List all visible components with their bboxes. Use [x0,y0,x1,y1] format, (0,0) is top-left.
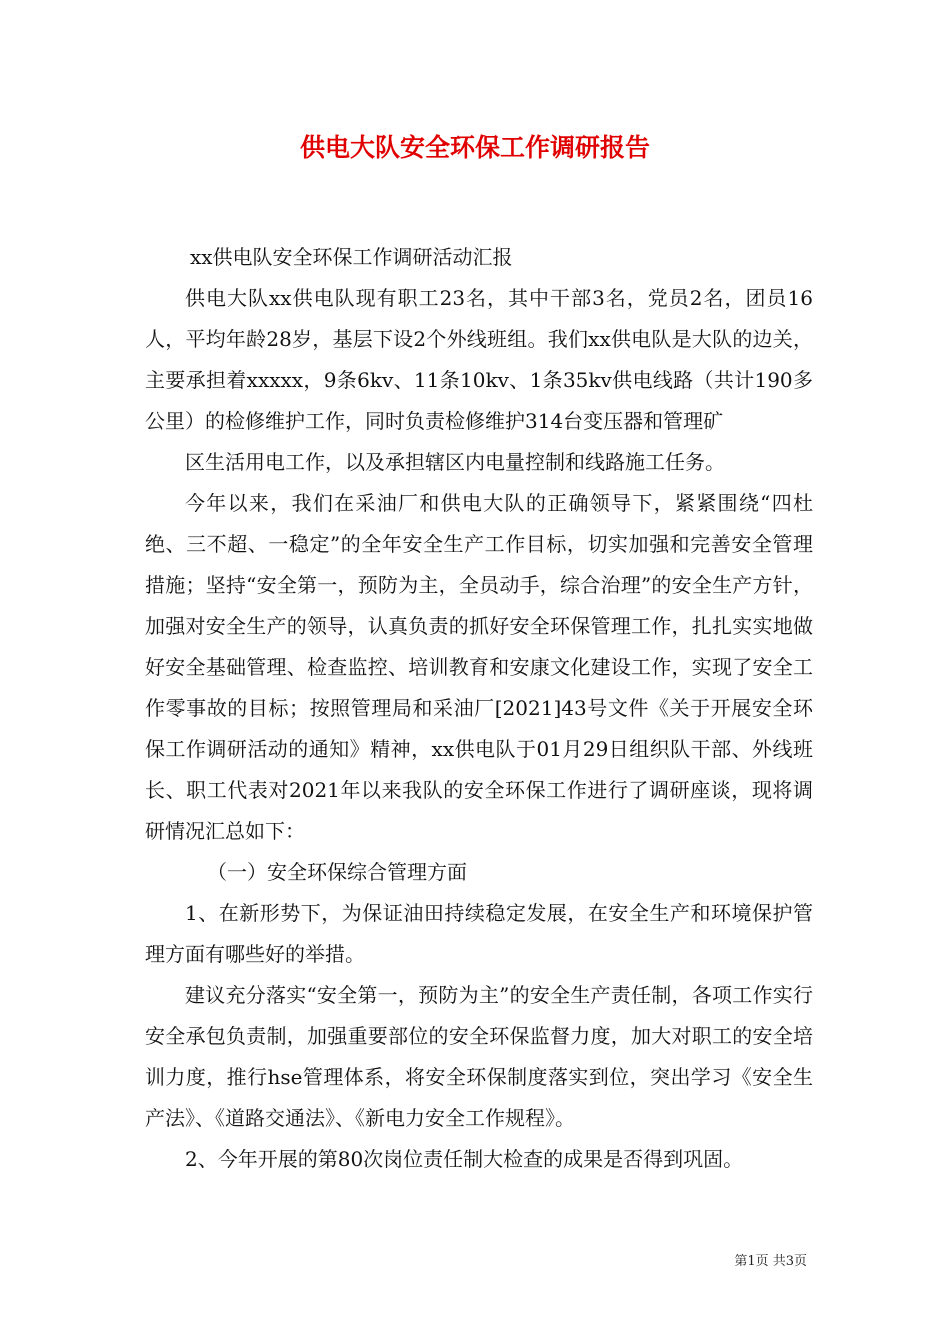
report-subtitle: xx供电队安全环保工作调研活动汇报 [190,245,513,269]
page-number: 第1页 共3页 [734,1254,807,1269]
item-question-2: 2、今年开展的第80次岗位责任制大检查的成果是否得到巩固。 [185,1147,744,1171]
paragraph-2: 区生活用电工作，以及承担辖区内电量控制和线路施工任务。 [185,450,725,474]
item-answer-1: 建议充分落实“安全第一，预防为主”的安全生产责任制，各项工作实行安全承包负责制，加强重要部位的安全环保监督力度，加大对职工的安全培训力度，推行hse管理体系，将安全环保制度落实到位，突出学习《安全生产法》、《道路交通法》、《新电力安全工作规程》。 [145,983,813,1130]
paragraph-3: 今年以来，我们在采油厂和供电大队的正确领导下，紧紧围绕“四杜绝、三不超、一稳定”的全年安全生产工作目标，切实加强和完善安全管理措施；坚持“安全第一，预防为主，全员动手，综合治理”的安全生产方针，加强对安全生产的领导，认真负责的抓好安全环保管理工作，扎扎实实地做好安全基础管理、检查监控、培训教育和安康文化建设工作，实现了安全工作零事故的目标；按照管理局和采油厂[2021]43号文件《关于开展安全环保工作调研活动的通知》精神，xx供电队于01月29日组织队干部、外线班长、职工代表对2021年以来我队的安全环保工作进行了调研座谈，现将调研情况汇总如下： [145,491,813,843]
document-title: 供电大队安全环保工作调研报告 [299,133,650,162]
document-body [145,237,813,1180]
section-heading: （一）安全环保综合管理方面 [207,860,467,884]
paragraph-1: 供电大队xx供电队现有职工23名，其中干部3名，党员2名，团员16人，平均年龄28岁，基层下设2个外线班组。我们xx供电队是大队的边关，主要承担着xxxxx，9条6kv、11条10kv、1条35kv供电线路（共计190多公里）的检修维护工作，同时负责检修维护314台变压器和管理矿 [145,286,813,433]
item-question-1: 1、在新形势下，为保证油田持续稳定发展，在安全生产和环境保护管理方面有哪些好的举措。 [145,901,813,966]
